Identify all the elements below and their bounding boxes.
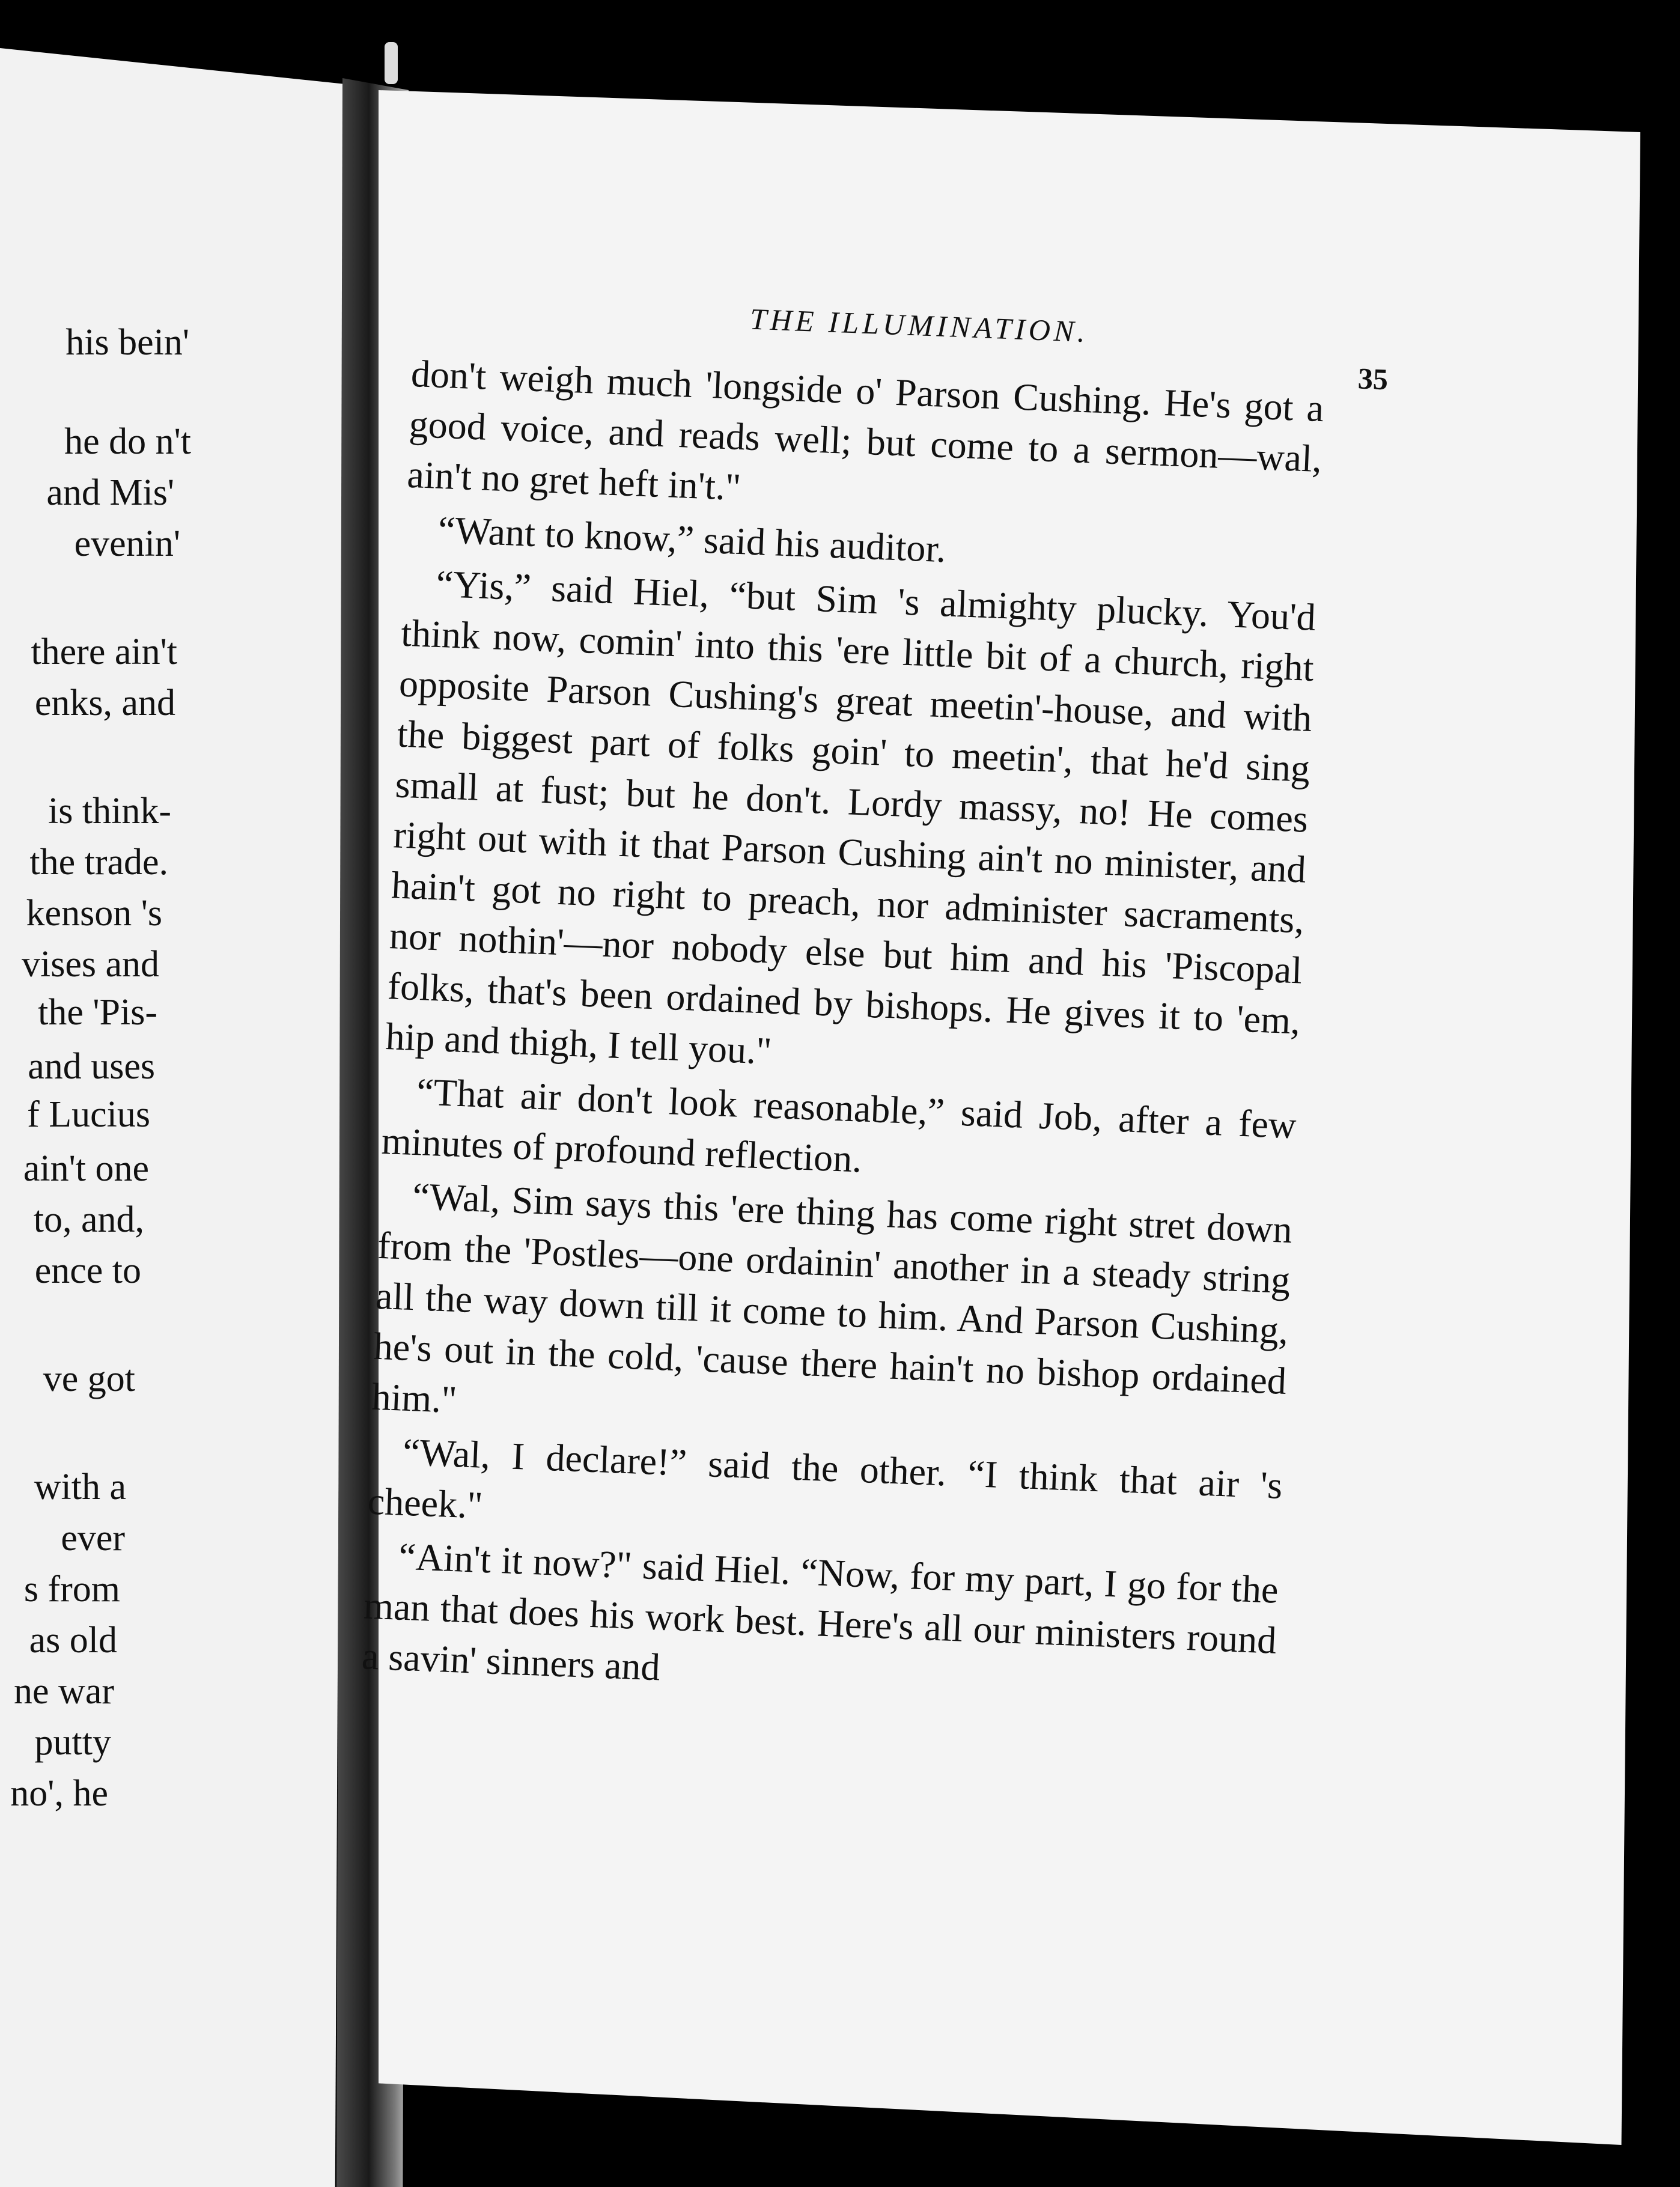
left-page-line: kenson 's — [26, 893, 162, 934]
paragraph: “Want to know,” said his auditor. — [437, 508, 947, 571]
paragraph: “Wal, I declare!” said the other. “I think that air 's cheek." — [367, 1430, 1283, 1527]
left-page-line: ever — [61, 1518, 125, 1559]
left-page-line: f Lucius — [27, 1094, 150, 1135]
left-page-line: with a — [34, 1467, 126, 1507]
left-page-line: ne war — [14, 1671, 114, 1712]
left-page-line: s from — [23, 1569, 120, 1610]
margin-smudge — [385, 42, 398, 84]
paragraph: “Wal, Sim says this 'ere thing has come right stret down from the 'Postles—one ordainin' another in a steady string all the way down till it come to him. And Parson Cushing, he's out in the cold, 'cause there hain't no bishop ordained him." — [371, 1175, 1293, 1422]
paragraph: “That air don't look reasonable,” said Job, after a few minutes of profound reflection. — [380, 1070, 1297, 1181]
left-page-line: his bein' — [65, 322, 189, 363]
left-page-line: as old — [29, 1620, 117, 1661]
left-page-line: the trade. — [29, 842, 168, 883]
left-page-line: he do n't — [64, 421, 191, 462]
left-page-line: to, and, — [33, 1199, 144, 1240]
left-page-line: and uses — [28, 1046, 155, 1087]
paragraph: “Yis,” said Hiel, “but Sim 's almighty plucky. You'd think now, comin' into this 'ere little bit of a church, right opposite Parson Cushing's great meetin'-house, and with the biggest part of folks goin' to meetin', that he'd sing small at fust; but he don't. Lordy massy, no! He comes right out with it that Parson Cushing ain't no minister, and hain't got no right to preach, nor administer sacraments, nor nothin'—nor nobody else but him and his 'Piscopal folks, that's been ordained by bishops. He gives it to 'em, hip and thigh, I tell you." — [385, 562, 1317, 1072]
left-page-line: enks, and — [34, 683, 175, 723]
left-page-line: no', he — [10, 1773, 108, 1814]
left-page-line: ain't one — [23, 1148, 149, 1189]
left-page-line: evenin' — [74, 523, 180, 564]
left-page-line: ence to — [34, 1250, 141, 1291]
body-text — [361, 348, 1324, 1720]
running-head: THE ILLUMINATION. — [749, 302, 1089, 349]
paragraph: “Ain't it now?" said Hiel. “Now, for my part, I go for the man that does his work best. Here's all our ministers round a savin' sinners and — [361, 1535, 1279, 1689]
left-page-line: putty — [34, 1722, 111, 1763]
left-page-line: the 'Pis- — [38, 992, 157, 1033]
page-number: 35 — [1357, 361, 1389, 397]
left-page-line: ve got — [43, 1358, 135, 1399]
paragraph: don't weigh much 'longside o' Parson Cushing. He's got a good voice, and reads well; but come to a sermon—wal, ain't no gret heft in't." — [406, 351, 1325, 509]
left-page-line: is think- — [48, 791, 171, 832]
left-page-line: there ain't — [31, 631, 177, 672]
left-page-line: vises and — [21, 944, 159, 985]
left-page-line: and Mis' — [46, 472, 174, 513]
